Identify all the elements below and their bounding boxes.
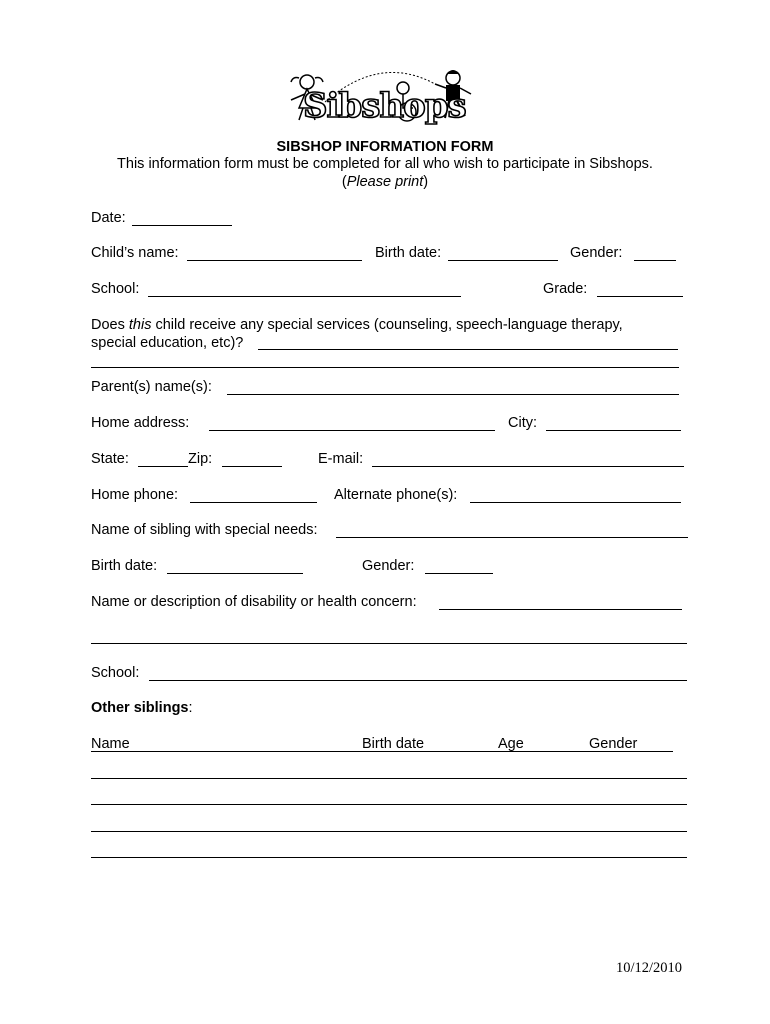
home-phone-field[interactable] [190,502,317,503]
services-field-line2[interactable] [91,367,679,368]
services-question-line2: special education, etc)? [91,335,244,351]
home-phone-label: Home phone: [91,487,179,503]
column-gender: Gender [589,736,638,752]
city-field[interactable] [546,430,681,431]
email-field[interactable] [372,466,684,467]
parents-label: Parent(s) name(s): [91,379,212,395]
grade-field[interactable] [597,296,683,297]
zip-label: Zip: [188,451,213,467]
grade-label: Grade: [543,281,588,297]
sib-school-label: School: [91,665,140,681]
state-label: State: [91,451,129,467]
sib-gender-field[interactable] [425,573,493,574]
city-label: City: [508,415,537,431]
sibling-name-field[interactable] [336,537,688,538]
services-question: Does this child receive any special services (counseling, speech-language therapy, [91,317,623,333]
sibling-row-2[interactable] [91,804,687,805]
date-label: Date: [91,210,126,226]
school-label: School: [91,281,140,297]
parents-field[interactable] [227,394,679,395]
date-field[interactable] [132,225,232,226]
disability-field-line2[interactable] [91,643,687,644]
logo-wordmark: Sibshops [303,86,466,126]
alt-phone-field[interactable] [470,502,681,503]
birth-date-field[interactable] [448,260,558,261]
state-field[interactable] [138,466,188,467]
form-subtitle: This information form must be completed for all who wish to participate in Sibshops. [117,156,653,172]
other-siblings-heading: Other siblings: [91,700,193,716]
column-header-underline [91,751,673,752]
email-label: E-mail: [318,451,364,467]
sibling-row-1[interactable] [91,778,687,779]
sib-birth-date-field[interactable] [167,573,303,574]
childs-name-label: Child’s name: [91,245,179,261]
zip-field[interactable] [222,466,282,467]
column-name: Name [91,736,130,752]
sibling-row-3[interactable] [91,831,687,832]
form-title: SIBSHOP INFORMATION FORM [276,139,494,155]
print-note: (Please print) [341,174,429,190]
sibling-row-4[interactable] [91,857,687,858]
sib-gender-label: Gender: [362,558,415,574]
birth-date-label: Birth date: [375,245,442,261]
footer-date: 10/12/2010 [616,960,683,976]
sibling-name-label: Name of sibling with special needs: [91,522,318,538]
disability-field[interactable] [439,609,682,610]
sibshops-logo [285,62,485,142]
sib-school-field[interactable] [149,680,687,681]
column-birth-date: Birth date [362,736,425,752]
column-age: Age [498,736,524,752]
services-field[interactable] [258,349,678,350]
disability-label: Name or description of disability or health concern: [91,594,417,610]
home-address-field[interactable] [209,430,495,431]
childs-name-field[interactable] [187,260,362,261]
gender-field[interactable] [634,260,676,261]
school-field[interactable] [148,296,461,297]
home-address-label: Home address: [91,415,190,431]
sib-birth-date-label: Birth date: [91,558,158,574]
alt-phone-label: Alternate phone(s): [334,487,458,503]
gender-label: Gender: [570,245,623,261]
